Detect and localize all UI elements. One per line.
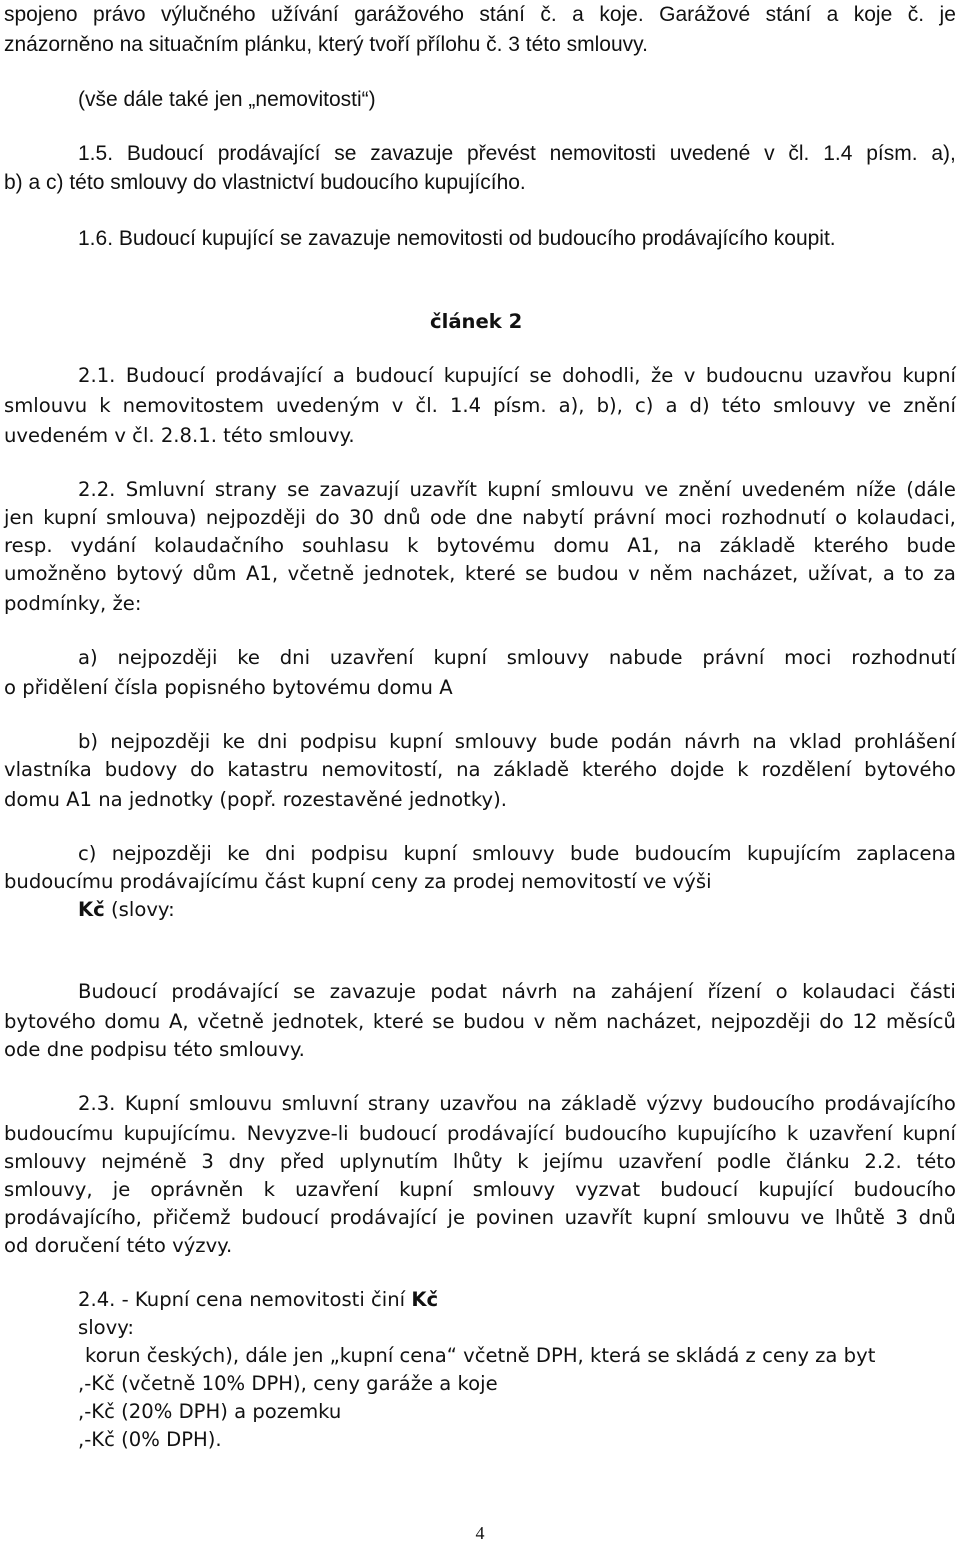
word: prodávající xyxy=(447,1122,555,1145)
word: prodávajícího, xyxy=(4,1206,142,1229)
word: ke xyxy=(227,842,250,865)
word: smlouvy xyxy=(454,730,538,753)
word: d) xyxy=(689,394,710,417)
word: které xyxy=(464,562,516,585)
word: zavazují xyxy=(319,478,400,501)
word: souhlasu xyxy=(302,534,390,557)
word: ke xyxy=(237,646,260,669)
word: bytového xyxy=(4,1010,96,1033)
word: kupující xyxy=(758,1178,834,1201)
text-line: ode dne podpisu této smlouvy. xyxy=(4,1038,305,1061)
word: ve xyxy=(800,1206,825,1229)
word: ode xyxy=(429,506,467,529)
word: do xyxy=(819,1010,844,1033)
word: znění xyxy=(678,478,732,501)
word: budoucí xyxy=(358,1122,437,1145)
word: v xyxy=(533,1010,546,1033)
word: této xyxy=(916,1150,956,1173)
word: 2.1. xyxy=(78,364,116,387)
word: kterého xyxy=(813,534,889,557)
word: povinen xyxy=(475,1206,555,1229)
word: kupní xyxy=(433,646,487,669)
word: nacházet, xyxy=(606,1010,702,1033)
text-line xyxy=(78,1091,956,1116)
word: kupní xyxy=(902,1122,956,1145)
word: se xyxy=(525,562,548,585)
word: právo xyxy=(93,3,146,26)
word: dnů xyxy=(918,1206,956,1229)
word: vklad xyxy=(788,730,842,753)
word: 1.4 xyxy=(823,142,853,165)
text-line xyxy=(78,477,956,502)
word: dne xyxy=(475,506,513,529)
text-line: podmínky, že: xyxy=(4,592,142,615)
word: podle xyxy=(716,1150,772,1173)
word: kterého xyxy=(581,758,658,781)
word: dny xyxy=(228,1150,266,1173)
word: nejméně xyxy=(101,1150,187,1173)
word: nemovitostem xyxy=(122,394,264,417)
word: uvedeném xyxy=(741,478,846,501)
word: základě xyxy=(493,758,570,781)
word: to xyxy=(904,562,925,585)
word: stání xyxy=(765,3,812,26)
word: c) xyxy=(78,842,97,865)
word: měsíců xyxy=(885,1010,956,1033)
word: písm. xyxy=(866,142,918,165)
word: kupní xyxy=(43,506,97,529)
word: 2.2. xyxy=(864,1150,902,1173)
word: do xyxy=(315,506,340,529)
text-line xyxy=(4,393,956,418)
word: podpisu xyxy=(310,842,389,865)
word: níže xyxy=(855,478,896,501)
word: smlouvy, xyxy=(4,1178,93,1201)
word: smlouvu xyxy=(551,478,635,501)
word: jednotek, xyxy=(272,1010,365,1033)
word: bude xyxy=(906,534,956,557)
word: této xyxy=(721,394,762,417)
text-line: slovy: xyxy=(78,1316,135,1339)
word: a) xyxy=(78,646,98,669)
word: v xyxy=(764,142,775,165)
word: je xyxy=(939,3,956,26)
text-line: ,-Kč (20% DPH) a pozemku xyxy=(78,1400,342,1423)
word: budovy xyxy=(104,758,178,781)
word: smlouvy xyxy=(506,646,590,669)
word: přičemž xyxy=(152,1206,231,1229)
word: uzavření xyxy=(618,1150,702,1173)
word: smlouvy xyxy=(472,842,555,865)
word: Budoucí xyxy=(125,364,205,387)
word: základě xyxy=(561,1092,637,1115)
word: č. xyxy=(907,3,925,26)
text-line: korun českých), dále jen „kupní cena“ včetně DPH, která se skládá z ceny za byt xyxy=(85,1344,876,1367)
word: v xyxy=(683,364,696,387)
word: jednotek, xyxy=(363,562,456,585)
word: včetně xyxy=(287,562,355,585)
word: vydání xyxy=(70,534,137,557)
text-line xyxy=(78,645,956,670)
text-line: domu A1 na jednotky (popř. rozestavěné jednotky). xyxy=(4,788,507,811)
text-line: znázorněno na situačním plánku, který tvoří přílohu č. 3 této smlouvy. xyxy=(4,33,648,56)
word: užívat, xyxy=(807,562,874,585)
word: nabytí xyxy=(522,506,584,529)
word: smlouva) xyxy=(106,506,197,529)
word: c) xyxy=(634,394,654,417)
word: koje xyxy=(853,3,893,26)
word: čl. xyxy=(788,142,810,165)
word: (dále xyxy=(906,478,956,501)
word: písm. xyxy=(493,394,547,417)
text-line: ,-Kč (včetně 10% DPH), ceny garáže a koje xyxy=(78,1372,498,1395)
word: kupní xyxy=(399,1178,453,1201)
word: zavazuje xyxy=(329,980,416,1003)
text-line: ,-Kč (0% DPH). xyxy=(78,1428,222,1451)
word: kolaudačního xyxy=(154,534,285,557)
word: se xyxy=(334,142,357,165)
word: o xyxy=(775,980,788,1003)
word: nejpozději xyxy=(111,842,212,865)
word: zahájení xyxy=(610,980,694,1003)
word: A, xyxy=(169,1010,189,1033)
word: koje. xyxy=(599,3,644,26)
word: včetně xyxy=(197,1010,264,1033)
text-line: (vše dále také jen „nemovitosti“) xyxy=(78,88,376,111)
word: strany xyxy=(367,1092,430,1115)
word: spojeno xyxy=(4,3,78,26)
word: budoucí xyxy=(355,364,434,387)
text-line xyxy=(4,1205,956,1230)
word: moci xyxy=(664,506,712,529)
text-line xyxy=(78,897,175,922)
word: něm xyxy=(553,1010,598,1033)
word: do xyxy=(190,758,215,781)
word: dohodli, xyxy=(562,364,641,387)
word: rozhodnutí xyxy=(851,646,956,669)
word: k xyxy=(737,758,749,781)
word: uzavření xyxy=(295,1178,379,1201)
text-line xyxy=(4,757,956,782)
word: které xyxy=(372,1010,424,1033)
word: uzavřít xyxy=(409,478,477,501)
word: nacházet, xyxy=(702,562,799,585)
word: a xyxy=(826,3,839,26)
word: kupní xyxy=(902,364,956,387)
word: bytového xyxy=(864,758,956,781)
word: k xyxy=(786,1122,799,1145)
word: se xyxy=(529,364,552,387)
word: 12 xyxy=(852,1010,878,1033)
word: domu xyxy=(104,1010,161,1033)
word: smlouvu xyxy=(4,394,88,417)
text-line xyxy=(4,1177,956,1202)
text-line xyxy=(4,533,956,558)
text-line xyxy=(78,141,956,166)
word: ve xyxy=(867,394,892,417)
word: lhůtě xyxy=(834,1206,885,1229)
text-line: uvedeném v čl. 2.8.1. této smlouvy. xyxy=(4,424,355,447)
word: budoucí xyxy=(660,1178,739,1201)
word: kupujícím xyxy=(746,842,842,865)
word: uvedeným xyxy=(276,394,380,417)
word: uzavření xyxy=(329,646,414,669)
word: se xyxy=(287,478,310,501)
text-line xyxy=(78,363,956,388)
word: výzvy xyxy=(646,1092,703,1115)
word: před xyxy=(279,1150,325,1173)
word: dnů xyxy=(383,506,421,529)
word: uzavřít xyxy=(564,1206,633,1229)
word: Smluvní xyxy=(125,478,205,501)
word: užívání xyxy=(271,3,339,26)
word: právní xyxy=(702,646,765,669)
word: stání xyxy=(479,3,525,26)
word: uplynutím xyxy=(339,1150,439,1173)
word: a xyxy=(332,364,345,387)
word: je xyxy=(112,1178,131,1201)
word: je xyxy=(447,1206,466,1229)
word: právní xyxy=(593,506,656,529)
word: zaplacena xyxy=(856,842,956,865)
text-line: od doručení této výzvy. xyxy=(4,1234,233,1257)
word: řízení xyxy=(707,980,762,1003)
word: budoucího xyxy=(712,1092,815,1115)
word: na xyxy=(677,534,702,557)
text-line xyxy=(4,1149,956,1174)
currency-label: Kč xyxy=(78,898,105,921)
word: převést xyxy=(466,142,536,165)
word: nemovitosti xyxy=(549,142,656,165)
word: bytovému xyxy=(436,534,536,557)
word: se xyxy=(432,1010,455,1033)
word: budoucího xyxy=(564,1122,667,1145)
word: rozhodnutí xyxy=(721,506,826,529)
word: smlouvy xyxy=(773,394,856,417)
word: kupní xyxy=(389,730,443,753)
word: 3 xyxy=(895,1206,908,1229)
word: kupní xyxy=(403,842,457,865)
word: a), xyxy=(931,142,956,165)
word: za xyxy=(933,562,956,585)
word: kolaudaci, xyxy=(856,506,956,529)
word: budoucího xyxy=(853,1178,956,1201)
word: vlastníka xyxy=(4,758,92,781)
word: budou xyxy=(556,562,619,585)
text-line xyxy=(78,1287,438,1312)
text-line xyxy=(78,841,956,866)
word: strany xyxy=(214,478,277,501)
text-line xyxy=(78,979,956,1004)
word: ve xyxy=(644,478,669,501)
word: 2.3. xyxy=(78,1092,116,1115)
word: dojde xyxy=(669,758,725,781)
word: uzavřou xyxy=(439,1092,518,1115)
word: oprávněn xyxy=(150,1178,244,1201)
word: jejímu xyxy=(543,1150,604,1173)
word: v xyxy=(391,394,404,417)
word: vyzvat xyxy=(575,1178,641,1201)
word: A1, xyxy=(246,562,279,585)
word: smlouvu xyxy=(189,1092,273,1115)
word: moci xyxy=(784,646,832,669)
word: prodávající xyxy=(215,364,323,387)
word: b) xyxy=(78,730,99,753)
word: 1.5. xyxy=(78,142,114,165)
word: k xyxy=(99,394,111,417)
text-span: (slovy: xyxy=(104,898,175,921)
word: čl. xyxy=(415,394,438,417)
word: nabude xyxy=(608,646,683,669)
text-line xyxy=(4,505,956,530)
currency-label: Kč xyxy=(411,1288,439,1311)
word: Kupní xyxy=(124,1092,180,1115)
word: návrh xyxy=(501,980,558,1003)
word: na xyxy=(752,730,777,753)
word: podán xyxy=(610,730,672,753)
text-line: b) a c) této smlouvy do vlastnictví budoucího kupujícího. xyxy=(4,171,526,194)
text-line xyxy=(4,2,956,27)
word: nejpozději xyxy=(117,646,218,669)
word: uzavření xyxy=(808,1122,893,1145)
word: podat xyxy=(430,980,487,1003)
word: jen xyxy=(4,506,34,529)
word: něm xyxy=(649,562,693,585)
word: k xyxy=(517,1150,529,1173)
word: 30 xyxy=(349,506,374,529)
text-line: o přidělení čísla popisného bytovému domu A xyxy=(4,676,453,699)
word: budoucí xyxy=(241,1206,320,1229)
word: k xyxy=(263,1178,275,1201)
word: kupující xyxy=(443,364,519,387)
word: nejpozději xyxy=(110,730,211,753)
word: znění xyxy=(903,394,956,417)
word: dni xyxy=(279,646,311,669)
word: prohlášení xyxy=(853,730,956,753)
word: na xyxy=(527,1092,552,1115)
word: se xyxy=(293,980,316,1003)
word: kupní xyxy=(642,1206,697,1229)
word: smluvní xyxy=(281,1092,359,1115)
article-heading: článek 2 xyxy=(430,310,523,333)
word: budoucímu xyxy=(4,1122,114,1145)
word: návrh xyxy=(684,730,741,753)
word: bytový xyxy=(116,562,184,585)
word: smlouvy xyxy=(472,1178,556,1201)
word: na xyxy=(572,980,597,1003)
word: kupujícího xyxy=(677,1122,777,1145)
word: prodávajícího xyxy=(824,1092,956,1115)
word: a xyxy=(882,562,895,585)
word: na xyxy=(456,758,481,781)
word: k xyxy=(407,534,419,557)
text-span: 2.4. - Kupní cena nemovitosti činí xyxy=(78,1288,412,1311)
text-line xyxy=(78,729,956,754)
word: Nevyzve-li xyxy=(246,1122,349,1145)
word: rozdělení xyxy=(761,758,852,781)
word: zavazuje xyxy=(370,142,454,165)
word: prodávající xyxy=(171,980,279,1003)
word: a), xyxy=(558,394,585,417)
word: uzavřou xyxy=(813,364,892,387)
word: nejpozději xyxy=(710,1010,811,1033)
word: domu xyxy=(553,534,610,557)
word: nejpozději xyxy=(205,506,306,529)
word: nemovitostí, xyxy=(321,758,444,781)
word: kupujícímu. xyxy=(123,1122,237,1145)
word: dni xyxy=(265,842,296,865)
word: A1, xyxy=(627,534,660,557)
text-line: budoucímu prodávajícímu část kupní ceny za prodej nemovitostí ve výši xyxy=(4,870,712,893)
word: o xyxy=(835,506,848,529)
word: a xyxy=(665,394,678,417)
word: 3 xyxy=(201,1150,214,1173)
word: b), xyxy=(596,394,623,417)
word: 2.2. xyxy=(78,478,116,501)
word: prodávající xyxy=(217,142,321,165)
word: kolaudaci xyxy=(802,980,896,1003)
word: že xyxy=(650,364,674,387)
text-line: 1.6. Budoucí kupující se zavazuje nemovitosti od budoucího prodávajícího koupit. xyxy=(78,227,836,250)
word: podpisu xyxy=(299,730,377,753)
word: smlouvu xyxy=(706,1206,790,1229)
word: a xyxy=(572,3,584,26)
text-line xyxy=(4,561,956,586)
word: bude xyxy=(569,842,620,865)
word: katastru xyxy=(227,758,309,781)
word: Budoucí xyxy=(78,980,157,1003)
word: v xyxy=(628,562,640,585)
word: lhůty xyxy=(452,1150,503,1173)
word: základě xyxy=(719,534,796,557)
word: Budoucí xyxy=(126,142,204,165)
word: č. xyxy=(540,3,557,26)
page-number: 4 xyxy=(475,1523,485,1543)
word: budou xyxy=(463,1010,525,1033)
word: uvedené xyxy=(669,142,751,165)
word: části xyxy=(909,980,956,1003)
word: resp. xyxy=(4,534,53,557)
word: bude xyxy=(549,730,599,753)
word: umožněno xyxy=(4,562,107,585)
word: dům xyxy=(192,562,237,585)
word: prodávající xyxy=(329,1206,437,1229)
word: smlouvy xyxy=(4,1150,87,1173)
word: 1.4 xyxy=(449,394,482,417)
word: článku xyxy=(785,1150,850,1173)
word: dni xyxy=(257,730,288,753)
word: kupní xyxy=(487,478,541,501)
text-line xyxy=(4,1121,956,1146)
word: ke xyxy=(222,730,246,753)
word: garážového xyxy=(354,3,464,26)
word: budoucnu xyxy=(705,364,804,387)
word: Garážové xyxy=(659,3,751,26)
text-line xyxy=(4,1009,956,1034)
word: budoucím xyxy=(634,842,732,865)
word: výlučného xyxy=(161,3,256,26)
